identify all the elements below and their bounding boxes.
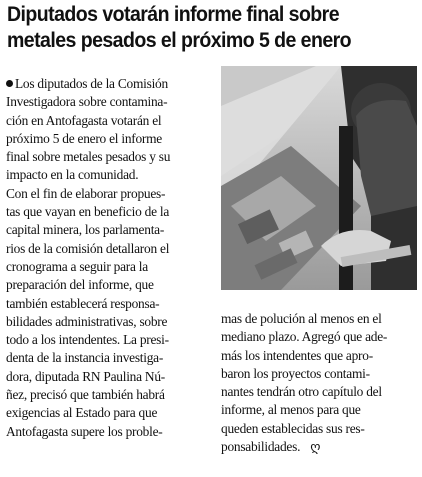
body-line: Con el fin de elaborar propues- (6, 185, 166, 201)
body-line: impacto en la comunidad. (6, 167, 139, 183)
body-line: preparación del informe, que (6, 277, 154, 293)
body-line: nantes tendrán otro capítulo del (221, 384, 382, 400)
headline-line-2: metales pesados el próximo 5 de enero (7, 29, 352, 52)
article-column-left (6, 75, 213, 441)
body-line: informe, al menos para que (221, 402, 361, 418)
body-line-last: ponsabilidades. ღ (221, 438, 417, 457)
body-line: ñez, precisó que también habrá (6, 387, 165, 403)
body-line: exigencias al Estado para que (6, 405, 158, 421)
body-line: mediano plazo. Agregó que ade- (221, 329, 388, 345)
body-line: capital minera, los parlamenta- (6, 222, 165, 238)
body-line: más los intendentes que apro- (221, 347, 373, 363)
body-line: final sobre metales pesados y su (6, 149, 171, 165)
body-line: también establecerá responsa- (6, 295, 160, 311)
body-line: bilidades administrativas, sobre (6, 313, 168, 329)
body-line: tas que vayan en beneficio de la (6, 204, 170, 220)
body-line: ción en Antofagasta votarán el (6, 112, 162, 128)
bullet-icon (6, 80, 13, 87)
headline (7, 2, 388, 54)
body-line: mas de polución al menos en el (221, 311, 382, 326)
body-line: Los diputados de la Comisión (6, 75, 213, 93)
photo-of-person-at-window-icon (221, 66, 417, 290)
body-line: dora, diputada RN Paulina Nú- (6, 368, 165, 384)
headline-line-1: Diputados votarán informe final sobre (7, 3, 340, 26)
article-photo (221, 66, 417, 290)
body-line: queden establecidas sus res- (221, 420, 365, 436)
body-line: Antofagasta supere los proble- (6, 423, 163, 439)
body-line: cronograma a seguir para la (6, 258, 148, 274)
body-line: Investigadora sobre contamina- (6, 94, 168, 110)
body-line: próximo 5 de enero el informe (6, 130, 162, 146)
body-line: denta de la instancia investiga- (6, 350, 164, 366)
body-line: rios de la comisión detallaron el (6, 240, 170, 256)
article-column-right (221, 310, 417, 457)
body-line: baron los proyectos contami- (221, 365, 370, 381)
body-line: todo a los intendentes. La presi- (6, 332, 169, 348)
end-of-article-icon: ღ (310, 440, 321, 456)
